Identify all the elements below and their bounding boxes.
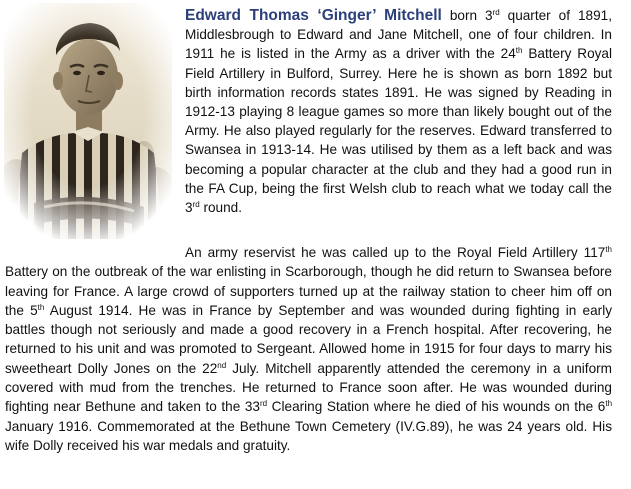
war-text: July. Mitchell apparently attended the ceremony in a uniform covered with mud from the trenches. He returned to France soon after. He was wounded during fighting near Bethune and taken to the 33 bbox=[5, 360, 612, 415]
ordinal-suffix: th bbox=[37, 302, 45, 312]
war-text: An army reservist he was called up to the Royal Field Artillery 117 bbox=[185, 245, 606, 260]
intro-text: born 3 bbox=[441, 8, 493, 23]
war-text: Battery on the outbreak of the war enlisting in Scarborough, though he did return to Swansea before leaving for France. A large crowd of supporters turned up at the railway station to cheer him off on the 5 bbox=[5, 264, 612, 318]
intro-text: Battery Royal Field Artillery in Bulford, Surrey. Here he is shown as born 1892 but birth information records states 1891. He was signed by Reading in 1912-13 playing 8 league games so more than likely bought out of the Army. He also played regularly for the reserves. Edward transferred to Swansea in 1913-14. He was utilised by them as a left back and was becoming a popular character at the club and they had a good run in the FA Cup, being the first Welsh club to reach what we today call the 3 bbox=[185, 46, 613, 216]
war-text: August 1914. He was in France by September and was wounded during fighting in early battles though not seriously and made a good recovery in a French hospital. After recovering, he returned to his unit and was promoted to Sergeant. Allowed home in 1915 for four days to marry his sweetheart Dolly Jones on the 22 bbox=[5, 302, 613, 376]
ordinal-suffix: th bbox=[605, 399, 613, 409]
intro-text: quarter of 1891, Middlesbrough to Edward and Jane Mitchell, one of four children. In 1911 he is listed in the Army as a driver with the 24 bbox=[185, 8, 612, 62]
ordinal-suffix: th bbox=[515, 46, 523, 56]
war-text: Clearing Station where he died of his wounds on the 6 bbox=[267, 399, 606, 415]
intro-text: round. bbox=[199, 200, 243, 216]
ordinal-suffix: nd bbox=[217, 360, 227, 370]
ordinal-suffix: rd bbox=[492, 8, 500, 17]
ordinal-suffix: th bbox=[605, 245, 612, 254]
ordinal-suffix: rd bbox=[192, 200, 200, 210]
biography-intro-paragraph bbox=[185, 6, 612, 217]
player-name-heading: Edward Thomas ‘Ginger’ Mitchell bbox=[185, 7, 442, 24]
ordinal-suffix: rd bbox=[259, 399, 268, 409]
player-portrait-photo bbox=[4, 3, 172, 239]
war-text: January 1916. Commemorated at the Bethune Town Cemetery (IV.G.89), he was 24 years old. His wife Dolly received his war medals and gratuity. bbox=[5, 418, 612, 453]
war-service-paragraph bbox=[5, 243, 612, 455]
